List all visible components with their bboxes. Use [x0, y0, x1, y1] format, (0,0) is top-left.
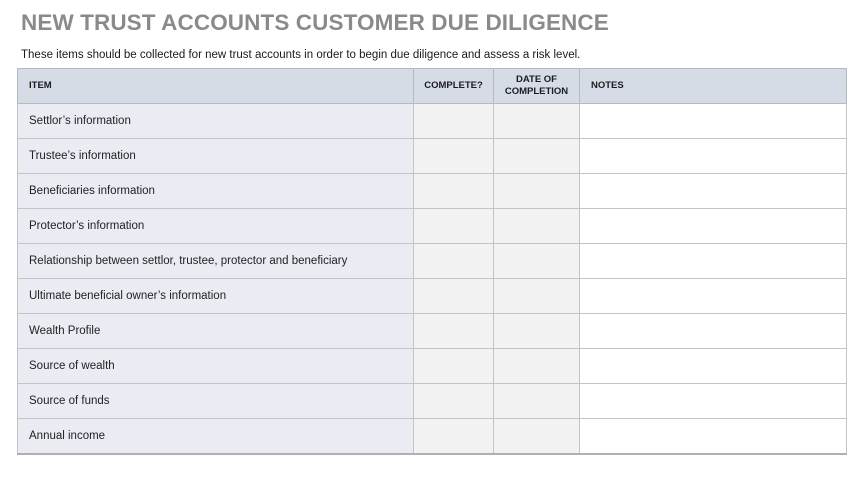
due-diligence-table: [17, 68, 847, 455]
complete-cell[interactable]: [414, 174, 494, 209]
notes-cell[interactable]: [580, 419, 847, 454]
notes-cell[interactable]: [580, 209, 847, 244]
item-cell: Source of funds: [18, 384, 414, 419]
table-row: [18, 349, 847, 384]
complete-cell[interactable]: [414, 244, 494, 279]
table-row: [18, 209, 847, 244]
date-of-completion-cell[interactable]: [494, 174, 580, 209]
date-of-completion-cell[interactable]: [494, 384, 580, 419]
date-of-completion-cell[interactable]: [494, 139, 580, 174]
notes-cell[interactable]: [580, 104, 847, 139]
date-of-completion-cell[interactable]: [494, 209, 580, 244]
item-cell: Beneficiaries information: [18, 174, 414, 209]
table-row: [18, 314, 847, 349]
date-of-completion-cell[interactable]: [494, 419, 580, 454]
header-date-of-completion: [494, 69, 580, 104]
item-cell: Protector’s information: [18, 209, 414, 244]
table-row: [18, 104, 847, 139]
table-row: [18, 279, 847, 314]
header-complete: COMPLETE?: [414, 69, 494, 104]
item-cell: Settlor’s information: [18, 104, 414, 139]
table-row: [18, 174, 847, 209]
complete-cell[interactable]: [414, 349, 494, 384]
table-header: [18, 69, 847, 104]
table-row: [18, 139, 847, 174]
notes-cell[interactable]: [580, 244, 847, 279]
notes-cell[interactable]: [580, 314, 847, 349]
page-title: NEW TRUST ACCOUNTS CUSTOMER DUE DILIGENCE: [21, 10, 609, 35]
table-body: [18, 104, 847, 454]
complete-cell[interactable]: [414, 314, 494, 349]
notes-cell[interactable]: [580, 349, 847, 384]
date-of-completion-cell[interactable]: [494, 244, 580, 279]
table-row: [18, 244, 847, 279]
item-cell: Annual income: [18, 419, 414, 454]
complete-cell[interactable]: [414, 209, 494, 244]
header-notes: NOTES: [580, 69, 847, 104]
header-item: ITEM: [18, 69, 414, 104]
date-of-completion-cell[interactable]: [494, 279, 580, 314]
header-date-line2: COMPLETION: [504, 86, 569, 97]
table-row: [18, 419, 847, 454]
date-of-completion-cell[interactable]: [494, 349, 580, 384]
complete-cell[interactable]: [414, 139, 494, 174]
item-cell: Relationship between settlor, trustee, protector and beneficiary: [18, 244, 414, 279]
complete-cell[interactable]: [414, 279, 494, 314]
complete-cell[interactable]: [414, 104, 494, 139]
complete-cell[interactable]: [414, 384, 494, 419]
complete-cell[interactable]: [414, 419, 494, 454]
item-cell: Source of wealth: [18, 349, 414, 384]
item-cell: Wealth Profile: [18, 314, 414, 349]
notes-cell[interactable]: [580, 174, 847, 209]
item-cell: Ultimate beneficial owner’s information: [18, 279, 414, 314]
item-cell: Trustee’s information: [18, 139, 414, 174]
header-date-line1: DATE OF: [516, 74, 557, 85]
date-of-completion-cell[interactable]: [494, 314, 580, 349]
table-row: [18, 384, 847, 419]
date-of-completion-cell[interactable]: [494, 104, 580, 139]
notes-cell[interactable]: [580, 139, 847, 174]
header-row: [18, 69, 847, 104]
page-subtitle: These items should be collected for new trust accounts in order to begin due diligence and assess a risk level.: [21, 49, 581, 61]
notes-cell[interactable]: [580, 384, 847, 419]
notes-cell[interactable]: [580, 279, 847, 314]
